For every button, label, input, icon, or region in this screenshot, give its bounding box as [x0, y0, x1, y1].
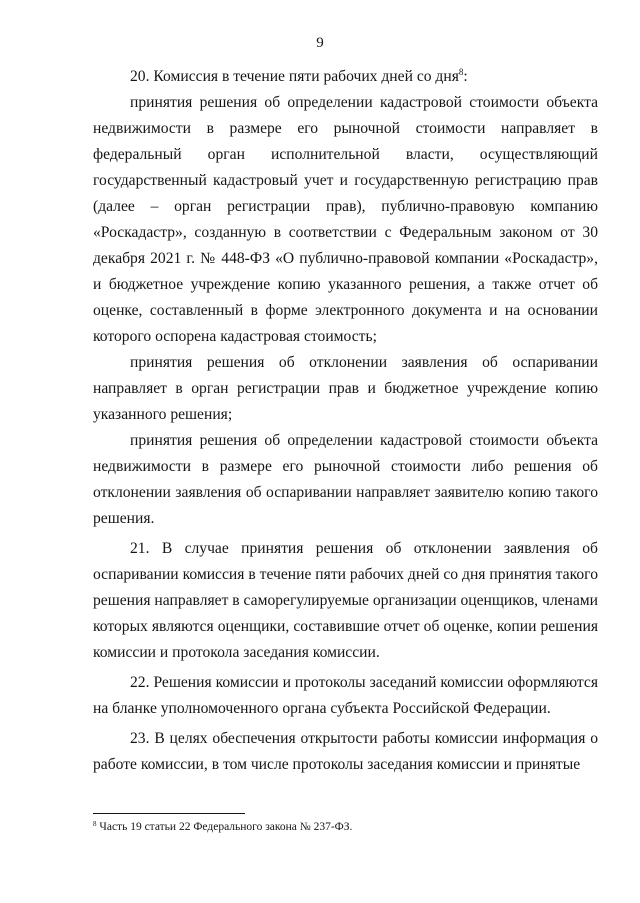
footnote-separator — [93, 813, 245, 814]
paragraph-20 — [93, 64, 598, 90]
paragraph-20-item-3: принятия решения об определении кадастровой стоимости объекта недвижимости в размере его рыночной стоимости либо решения об отклонении заявления об оспаривании направляет заявителю копию такого решения. — [93, 432, 598, 527]
paragraph-20-tail: : — [463, 68, 468, 85]
paragraph-20-item-2: принятия решения об отклонении заявления об оспаривании направляет в орган регистрации прав и бюджетное учреждение копию указанного решения; — [93, 354, 598, 423]
paragraph-23: 23. В целях обеспечения открытости работы комиссии информация о работе комиссии, в том числе протоколы заседания комиссии и принятые — [93, 730, 598, 773]
paragraph-20-text: 20. Комиссия в течение пяти рабочих дней со дня — [130, 68, 459, 85]
paragraph-20-item-1: принятия решения об определении кадастровой стоимости объекта недвижимости в размере его рыночной стоимости направляет в федеральный орган исполнительной власти, осуществляющий государственный кадастровый учет и государственную регистрацию прав (далее – орган регистрации прав), публично-правовую компанию «Роскадастр», созданную в соответствии с Федеральным законом от 30 декабря 2021 г. № 448-ФЗ «О публично-правовой компании «Роскадастр», и бюджетное учреждение копию указанного решения, а также отчет об оценке, составленный в форме электронного документа и на основании которого оспорена кадастровая стоимость; — [93, 94, 598, 345]
paragraph-21: 21. В случае принятия решения об отклонении заявления об оспаривании комиссия в течение пяти рабочих дней со дня принятия такого решения направляет в саморегулируемые организации оценщиков, членами которых являются оценщики, составившие отчет об оценке, копии решения комиссии и протокола заседания комиссии. — [93, 540, 598, 661]
footnote-8 — [93, 820, 598, 834]
page-number: 9 — [316, 35, 324, 51]
footnote-text: Часть 19 статьи 22 Федерального закона № 237-ФЗ. — [96, 821, 353, 833]
footnote-marker: 8 — [93, 820, 97, 828]
footnote-ref-8: 8 — [458, 67, 464, 77]
paragraph-22: 22. Решения комиссии и протоколы заседаний комиссии оформляются на бланке уполномоченного органа субъекта Российской Федерации. — [93, 674, 598, 717]
document-body — [93, 64, 598, 778]
